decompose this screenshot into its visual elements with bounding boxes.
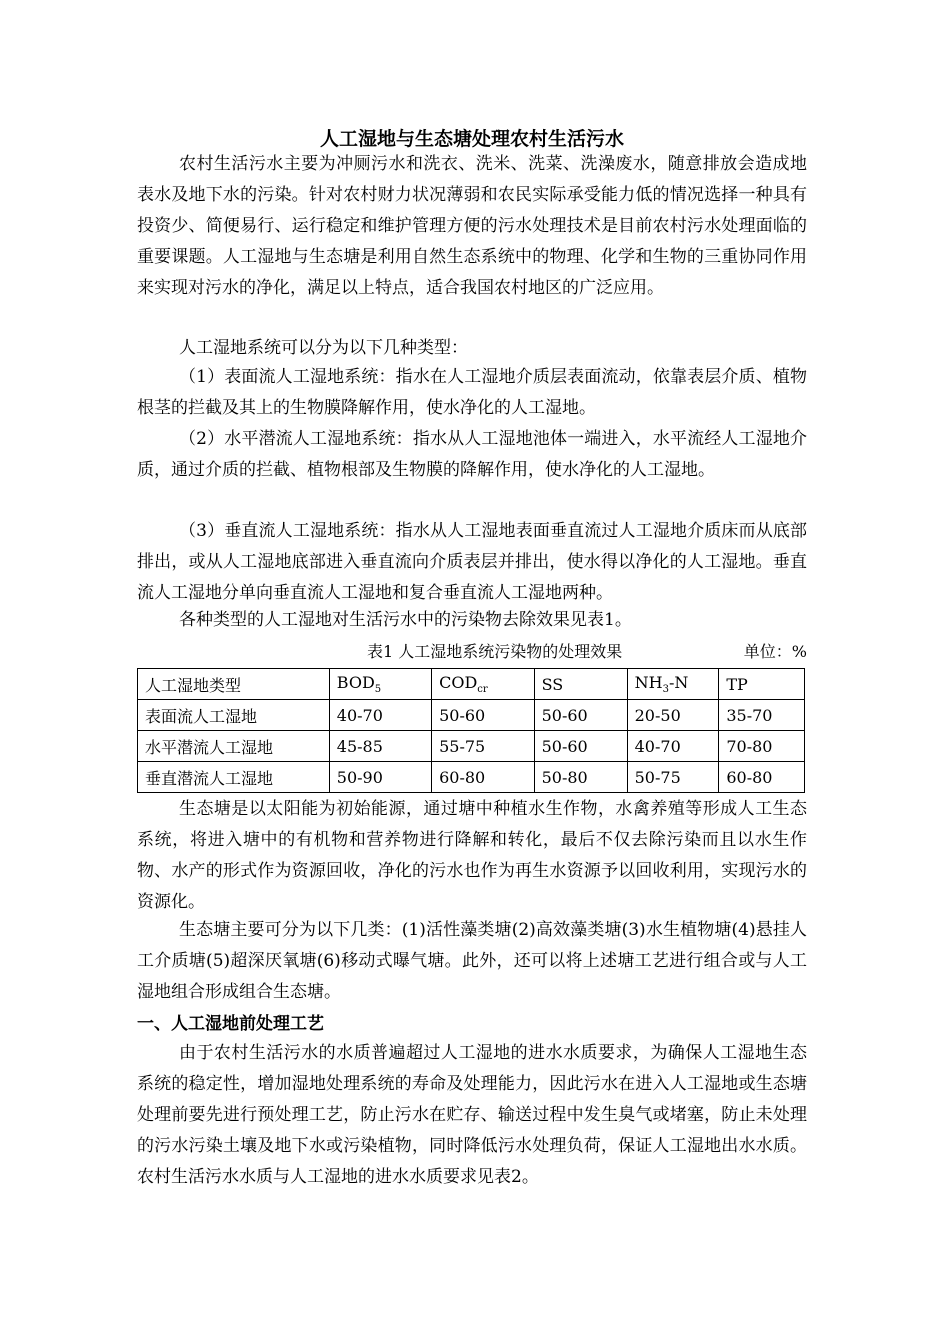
cell-ss: 50-60 — [534, 731, 627, 762]
horizontal-subsurface-description: （2）水平潜流人工湿地系统：指水从人工湿地池体一端进入，水平流经人工湿地介质，通过介质的拦截、植物根部及生物膜的降解作用，使水净化的人工湿地。 — [137, 429, 807, 480]
cell-bod: 50-90 — [329, 762, 431, 793]
table-row — [138, 762, 805, 793]
header-bod-text: BOD — [336, 672, 375, 692]
table-row — [138, 700, 805, 731]
header-nh-sub: 3 — [662, 684, 669, 696]
cell-nh3n: 20-50 — [627, 700, 719, 731]
header-nh3n — [627, 669, 719, 700]
header-bod-sub: 5 — [374, 684, 382, 696]
cell-tp: 70-80 — [719, 731, 805, 762]
cell-ss: 50-60 — [534, 700, 627, 731]
intro-paragraph: 农村生活污水主要为冲厕污水和洗衣、洗米、洗菜、洗澡废水，随意排放会造成地表水及地下水的污染。针对农村财力状况薄弱和农民实际承受能力低的情况选择一种具有投资少、简便易行、运行稳定和维护管理方便的污水处理技术是目前农村污水处理面临的重要课题。人工湿地与生态塘是利用自然生态系统中的物理、化学和生物的三重协同作用来实现对污水的净化，满足以上特点，适合我国农村地区的广泛应用。 — [137, 154, 807, 298]
cell-cod: 60-80 — [432, 762, 535, 793]
header-cod-text: COD — [439, 672, 478, 692]
cell-nh3n: 50-75 — [627, 762, 719, 793]
cell-cod: 55-75 — [432, 731, 535, 762]
table-row — [138, 731, 805, 762]
header-nh-text: NH — [634, 672, 663, 692]
ecological-pond-paragraph: 生态塘是以太阳能为初始能源，通过塘中种植水生作物，水禽养殖等形成人工生态系统，将进入塘中的有机物和营养物进行降解和转化，最后不仅去除污染而且以水生作物、水产的形式作为资源回收，净化的污水也作为再生水资源予以回收利用，实现污水的资源化。 — [137, 799, 807, 912]
cell-nh3n: 40-70 — [627, 731, 719, 762]
header-ss: SS — [534, 669, 627, 700]
cell-type: 表面流人工湿地 — [138, 700, 330, 731]
table-caption: 表1 人工湿地系统污染物的处理效果 — [367, 642, 623, 661]
wetland-efficiency-table — [137, 668, 805, 793]
header-tp: TP — [719, 669, 805, 700]
cell-bod: 45-85 — [329, 731, 431, 762]
document-title: 人工湿地与生态塘处理农村生活污水 — [319, 128, 624, 150]
cell-type: 垂直潜流人工湿地 — [138, 762, 330, 793]
pretreatment-paragraph: 由于农村生活污水的水质普遍超过人工湿地的进水水质要求，为确保人工湿地生态系统的稳定性，增加湿地处理系统的寿命及处理能力，因此污水在进入人工湿地或生态塘处理前要先进行预处理工艺，防止污水在贮存、输送过程中发生臭气或堵塞，防止未处理的污水污染土壤及地下水或污染植物，同时降低污水处理负荷，保证人工湿地出水水质。农村生活污水水质与人工湿地的进水水质要求见表2。 — [137, 1043, 807, 1187]
cell-tp: 35-70 — [719, 700, 805, 731]
table-unit: 单位：% — [743, 642, 807, 661]
cell-bod: 40-70 — [329, 700, 431, 731]
table-reference-paragraph: 各种类型的人工湿地对生活污水中的污染物去除效果见表1。 — [179, 610, 632, 630]
section-heading: 一、人工湿地前处理工艺 — [137, 1014, 324, 1034]
header-wetland-type: 人工湿地类型 — [138, 669, 330, 700]
header-bod5 — [329, 669, 431, 700]
cell-type: 水平潜流人工湿地 — [138, 731, 330, 762]
vertical-flow-description: （3）垂直流人工湿地系统：指水从人工湿地表面垂直流过人工湿地介质床而从底部排出，或从人工湿地底部进入垂直流向介质表层并排出，使水得以净化的人工湿地。垂直流人工湿地分单向垂直流人工湿地和复合垂直流人工湿地两种。 — [137, 521, 807, 603]
cell-tp: 60-80 — [719, 762, 805, 793]
header-nh-suffix: -N — [668, 672, 689, 692]
table-header-row — [138, 669, 805, 700]
cell-cod: 50-60 — [432, 700, 535, 731]
header-cod-sub: cr — [477, 684, 488, 696]
header-codcr — [432, 669, 535, 700]
wetland-types-intro: 人工湿地系统可以分为以下几种类型： — [179, 338, 468, 358]
pond-types-paragraph: 生态塘主要可分为以下几类：(1)活性藻类塘(2)高效藻类塘(3)水生植物塘(4)悬挂人工介质塘(5)超深厌氧塘(6)移动式曝气塘。此外，还可以将上述塘工艺进行组合或与人工湿地组合形成组合生态塘。 — [137, 920, 807, 1002]
cell-ss: 50-80 — [534, 762, 627, 793]
surface-flow-description: （1）表面流人工湿地系统：指水在人工湿地介质层表面流动，依靠表层介质、植物根茎的拦截及其上的生物膜降解作用，使水净化的人工湿地。 — [137, 367, 807, 418]
